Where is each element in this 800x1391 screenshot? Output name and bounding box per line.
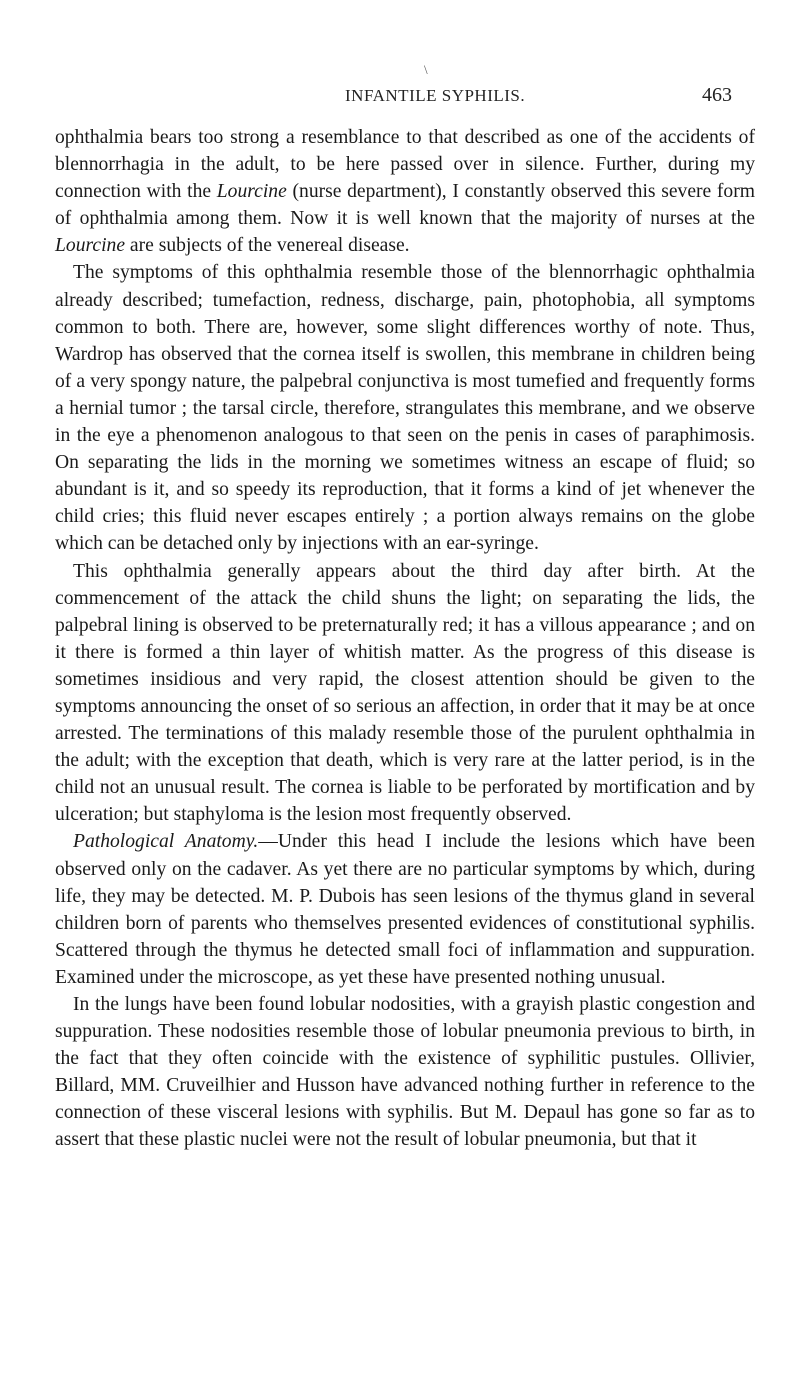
paragraph-lungs	[55, 991, 755, 1154]
text-run: The symptoms of this ophthalmia resemble those of the blennorrhagic ophthalmia already described; tumefaction, redness, discharge, pain, photophobia, all symptoms common to both. There are, however, some slight differences worthy of note. Thus, Wardrop has observed that the cornea itself is swollen, this membrane in children being of a very spongy nature, the palpebral conjunctiva is most tumefied and frequently forms a hernial tumor ; the tarsal circle, therefore, strangulates this membrane, and we observe in the eye a phenomenon analogous to that seen on the penis in cases of paraphimosis. On separating the lids in the morning we sometimes witness an escape of fluid; so abundant is it, and so speedy its reproduction, that it forms a kind of jet whenever the child cries; this fluid never escapes entirely ; a portion always remains on the globe which can be detached only by injections with an ear-syringe.	[55, 262, 755, 555]
italic-term: Lourcine	[216, 181, 287, 203]
text-run: (nurse department), I constantly observed this severe form of ophthalmia among them. Now it is well known that the majority of nurses at the	[55, 181, 755, 230]
italic-term: Lourcine	[55, 235, 126, 257]
text-run: are subjects of the venereal disease.	[125, 235, 410, 257]
running-title: INFANTILE SYPHILIS.	[345, 86, 526, 105]
paragraph-ophthalmia-intro	[55, 124, 755, 259]
section-heading: Pathological Anatomy.	[73, 831, 259, 853]
margin-mark: \	[424, 62, 428, 77]
text-run: This ophthalmia generally appears about the third day after birth. At the commencement of the attack the child shuns the light; on separating the lids, the palpebral lining is observed to be preternaturally red; it has a villous appearance ; and on it there is formed a thin layer of whitish matter. As the progress of this disease is sometimes insidious and very rapid, the closest attention should be given to the symptoms announcing the onset of so serious an affection, in order that it may be at once arrested. The terminations of this malady resemble those of the purulent ophthalmia in the adult; with the exception that death, which is very rare at the latter period, is in the child not an unusual result. The cornea is liable to be perforated by mortification and by ulceration; but staphyloma is the lesion most frequently observed.	[55, 560, 755, 826]
body-text	[55, 124, 755, 1154]
page-number: 463	[702, 84, 732, 106]
paragraph-onset	[55, 558, 755, 829]
paragraph-pathological-anatomy	[55, 828, 755, 991]
text-run: ophthalmia bears too strong a resemblance to that described as one of the accidents of blennorrhagia in the adult, to be here passed over in silence. Further, during my connection with the	[55, 127, 755, 203]
text-run: In the lungs have been found lobular nodosities, with a grayish plastic congestion and suppuration. These nodosities resemble those of lobular pneumonia previous to birth, in the fact that they often coincide with the existence of syphilitic pustules. Ollivier, Billard, MM. Cruveilhier and Husson have advanced nothing further in reference to the connection of these visceral lesions with syphilis. But M. Depaul has gone so far as to assert that these plastic nuclei were not the result of lobular pneumonia, but that it	[55, 994, 755, 1151]
text-run: —Under this head I include the lesions which have been observed only on the cadaver. As yet there are no particular symptoms by which, during life, they may be detected. M. P. Dubois has seen lesions of the thymus gland in several children born of parents who themselves presented evidences of constitutional syphilis. Scattered through the thymus he detected small foci of inflammation and suppuration. Examined under the microscope, as yet these have presented nothing unusual.	[55, 831, 755, 988]
paragraph-symptoms	[55, 259, 755, 557]
